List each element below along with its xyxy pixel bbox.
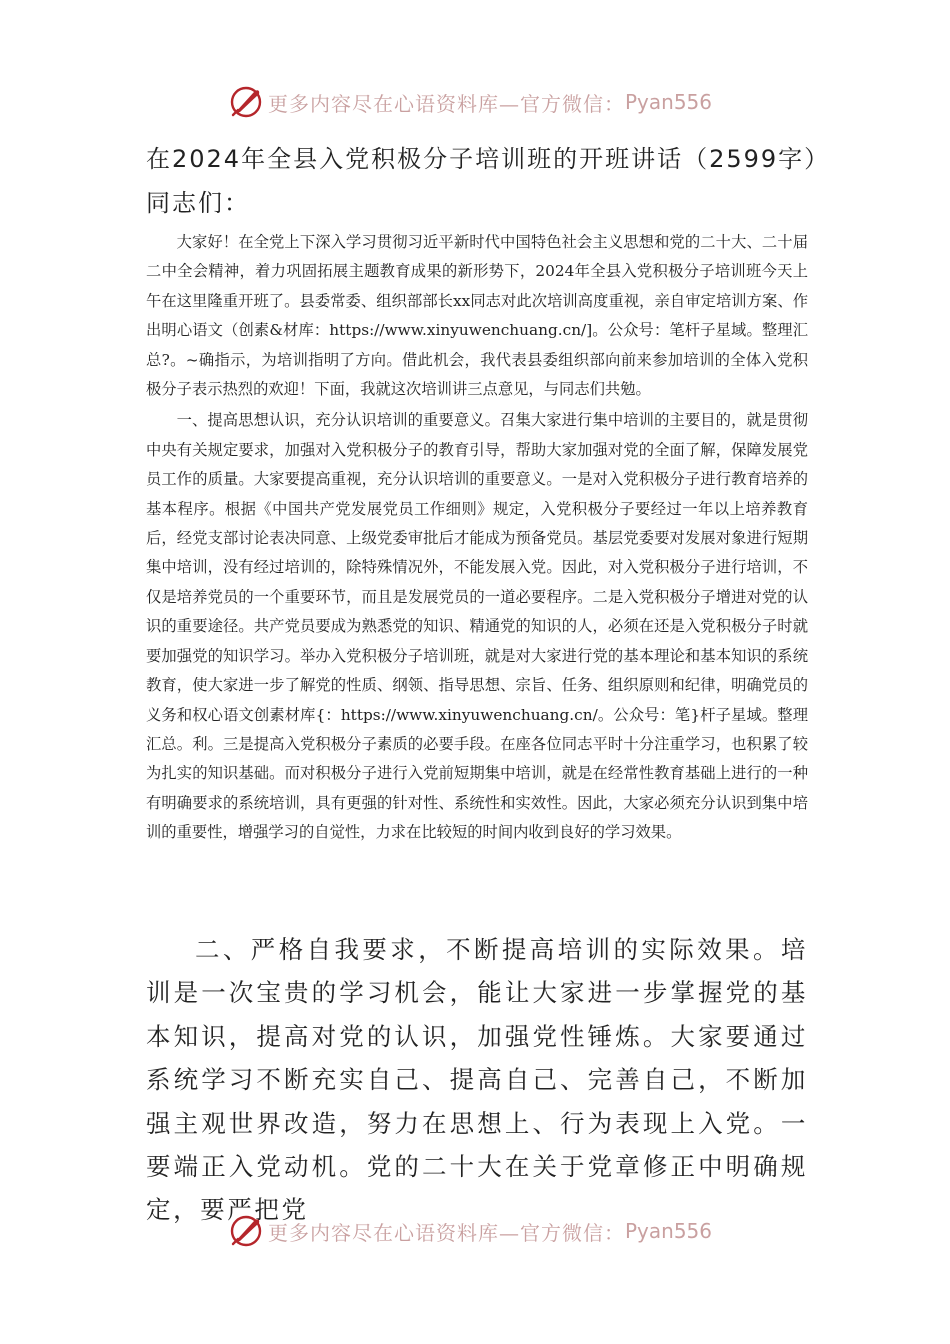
banner-text: 更多内容尽在心语资料库—官方微信： [268, 1220, 625, 1245]
paragraph-point-two: 二、严格自我要求，不断提高培训的实际效果。培训是一次宝贵的学习机会，能让大家进一步掌握党的基本知识，提高对党的认识，加强党性锤炼。大家要通过系统学习不断充实自己、提高自己、完善自己，不断加强主观世界改造，努力在思想上、行为表现上入党。一要端正入党动机。党的二十大在关于党章修正中明确规定，要严把党 [146, 935, 808, 1225]
banner-wechat-id: Pyan556 [625, 1219, 713, 1243]
banner-wechat-id: Pyan556 [625, 90, 713, 114]
body-large-text [146, 928, 808, 1232]
footer-banner [228, 1211, 728, 1251]
quill-pen-logo-icon [228, 84, 264, 120]
paragraph-point-one: 一、提高思想认识，充分认识培训的重要意义。召集大家进行集中培训的主要目的，就是贯彻中央有关规定要求，加强对入党积极分子的教育引导，帮助大家加强对党的全面了解，保障发展党员工作的质量。大家要提高重视，充分认识培训的重要意义。一是对入党积极分子进行教育培养的基本程序。根据《中国共产党发展党员工作细则》规定，入党积极分子要经过一年以上培养教育后，经党支部讨论表决同意、上级党委审批后才能成为预备党员。基层党委要对发展对象进行短期集中培训，没有经过培训的，除特殊情况外，不能发展入党。因此，对入党积极分子进行培训，不仅是培养党员的一个重要环节，而且是发展党员的一道必要程序。二是入党积极分子增进对党的认识的重要途径。共产党员要成为熟悉党的知识、精通党的知识的人，必须在还是入党积极分子时就要加强党的知识学习。举办入党积极分子培训班，就是对大家进行党的基本理论和基本知识的系统教育，使大家进一步了解党的性质、纲领、指导思想、宗旨、任务、组织原则和纪律，明确党员的义务和权心语文创素材库{：https://www.xinyuwenchuang.cn/。公众号：笔}杆子星域。整理汇总。利。三是提高入党积极分子素质的必要手段。在座各位同志平时十分注重学习，也积累了较为扎实的知识基础。而对积极分子进行入党前短期集中培训，就是在经常性教育基础上进行的一种有明确要求的系统培训，具有更强的针对性、系统性和实效性。因此，大家必须充分认识到集中培训的重要性，增强学习的自觉性，力求在比较短的时间内收到良好的学习效果。 [146, 411, 808, 842]
banner-text: 更多内容尽在心语资料库—官方微信： [268, 91, 625, 116]
greeting: 同志们： [146, 189, 250, 217]
paragraph-intro: 大家好！在全党上下深入学习贯彻习近平新时代中国特色社会主义思想和党的二十大、二十届二中全会精神，着力巩固拓展主题教育成果的新形势下，2024年全县入党积极分子培训班今天上午在这里隆重开班了。县委常委、组织部部长xx同志对此次培训高度重视，亲自审定培训方案、作出明心语文（创素&材库：https://www.xinyuwenchuang.cn/]。公众号：笔杆子星域。整理汇总?。~确指示，为培训指明了方向。借此机会，我代表县委组织部向前来参加培训的全体入党积极分子表示热烈的欢迎！下面，我就这次培训讲三点意见，与同志们共勉。 [146, 233, 808, 399]
quill-pen-logo-icon [228, 1213, 264, 1249]
document-title: 在2024年全县入党积极分子培训班的开班讲话（2599字） [146, 145, 831, 173]
header-banner [228, 82, 728, 122]
body-small-text [146, 228, 808, 848]
